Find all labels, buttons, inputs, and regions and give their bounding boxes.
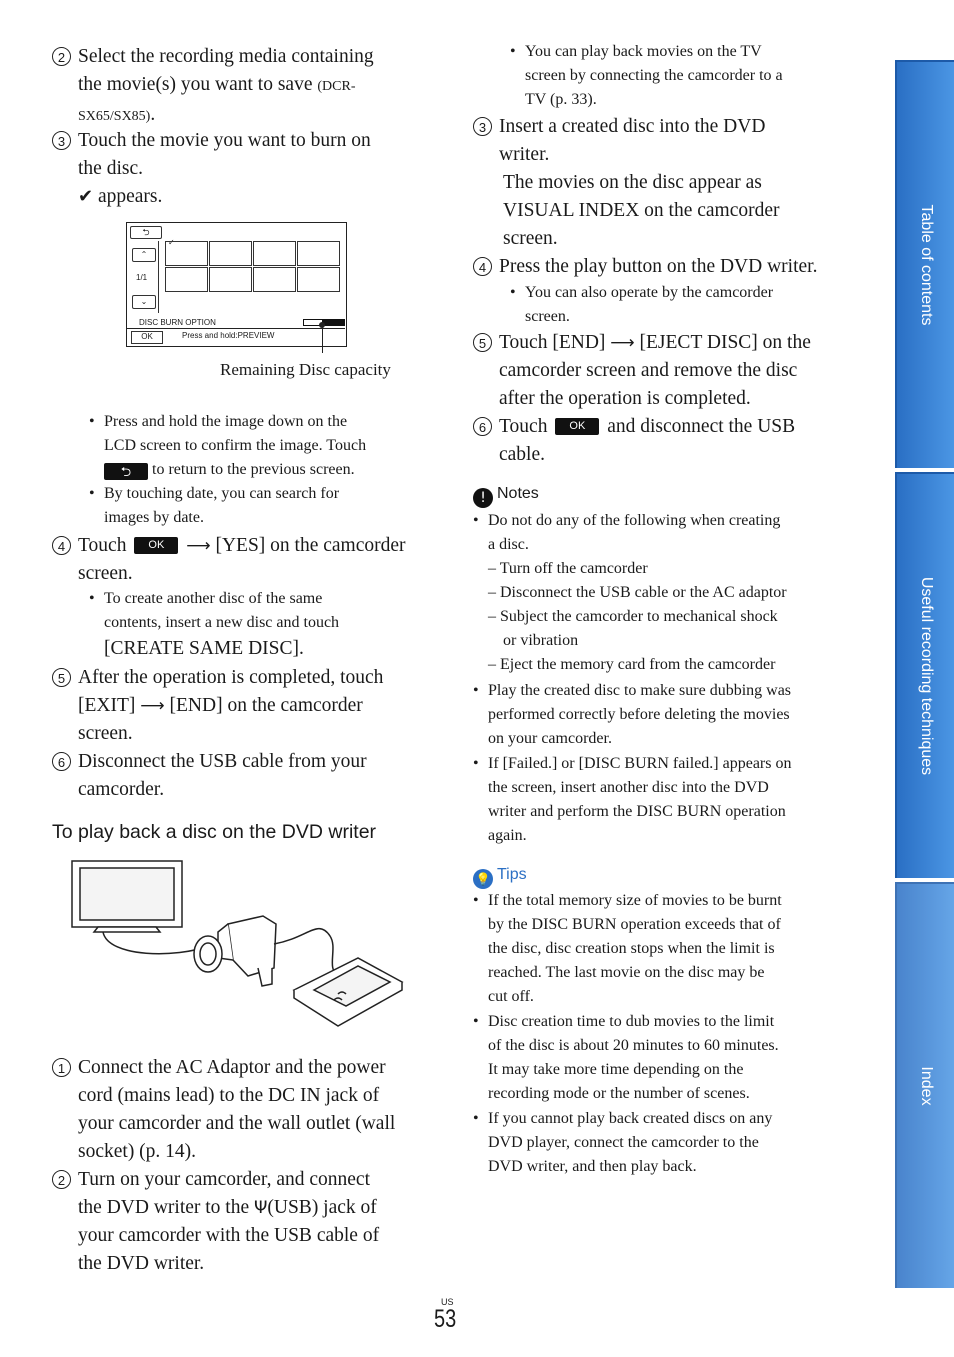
thumbnail[interactable] [253, 267, 296, 292]
step-number: 5 [473, 333, 492, 352]
tip-creation-time: • Disc creation time to dub movies to the limit of the disc is about 20 minutes to 60 minutes. It may take more time depending on the recording mode or the number of scenes. [488, 1010, 848, 1106]
thumbnail-grid [165, 241, 341, 291]
back-arrow-icon: ⮌ [142, 228, 150, 238]
step-number: 1 [52, 1058, 71, 1077]
text-line: Turn on your camcorder, and connect [78, 1169, 370, 1190]
tip-cannot-play: • If you cannot play back created discs on any DVD player, connect the camcorder to the DVD writer, and then play back. [488, 1107, 848, 1179]
back-button[interactable] [130, 226, 162, 239]
checkmark-icon: ✔ [78, 186, 94, 207]
arrow-right-icon: ⟶ [610, 333, 635, 353]
text-line: Touch OK ⟶ [YES] on the camcorder [78, 535, 406, 556]
step-4-touch-ok [57, 532, 438, 588]
tab-table-of-contents[interactable] [895, 60, 954, 468]
text-line: cable. [499, 444, 546, 465]
note-dash-4: – Eject the memory card from the camcorder [488, 656, 776, 673]
tips-header: 💡 Tips [473, 866, 527, 889]
step-5-exit-end [57, 664, 438, 748]
step-6-disconnect-usb [57, 748, 438, 804]
text-line: After the operation is completed, touch [78, 667, 384, 688]
tab-useful-recording-techniques[interactable] [895, 472, 954, 878]
tab-index[interactable] [895, 882, 954, 1288]
tab-label: Index [917, 1066, 935, 1106]
diagram-caption: Remaining Disc capacity [220, 360, 391, 379]
text-line: writer. [499, 144, 550, 165]
note-play-created: • Play the created disc to make sure dubbing was performed correctly before deleting the movies on your camcorder. [488, 679, 848, 751]
text-line: the DVD writer. [78, 1253, 205, 1274]
thumbnail[interactable] [297, 241, 340, 266]
text-line: Select the recording media containing [78, 46, 374, 67]
scroll-up-button[interactable] [132, 248, 156, 262]
usb-icon: Ψ [254, 1198, 268, 1218]
text-line: Touch [END] ⟶ [EJECT DISC] on the [499, 332, 811, 353]
text-line: the movie(s) you want to save (DCR- [78, 74, 356, 95]
text-line: Insert a created disc into the DVD [499, 116, 766, 137]
text-line: the DVD writer to the Ψ(USB) jack of [78, 1197, 377, 1218]
thumbnail[interactable] [165, 267, 208, 292]
av-cable [103, 932, 208, 954]
step-number: 3 [473, 117, 492, 136]
panel-label: DISC BURN OPTION [139, 318, 216, 327]
play-step-6-disconnect [478, 413, 859, 469]
text-line: Disconnect the USB cable from your [78, 751, 367, 772]
text-line: your camcorder and the wall outlet (wall [78, 1113, 396, 1134]
step-number: 5 [52, 668, 71, 687]
text-line: socket) (p. 14). [78, 1141, 197, 1162]
callout-line [322, 325, 323, 353]
thumbnail[interactable] [209, 267, 252, 292]
step-number: 2 [52, 47, 71, 66]
text-line: the disc. [78, 158, 143, 179]
tv-icon [72, 861, 182, 932]
bullet-search-date: • By touching date, you can search for images by date. [104, 482, 434, 530]
play-step-1-connect-ac [57, 1054, 438, 1166]
note-do-not: • Do not do any of the following when creating a disc. [488, 509, 838, 557]
text-line: screen. [78, 723, 133, 744]
step-number: 2 [52, 1170, 71, 1189]
bottom-bar [127, 328, 345, 329]
text-line: Touch OK and disconnect the USB [499, 416, 796, 437]
play-step-2-connect-usb [57, 1166, 438, 1278]
text-line: after the operation is completed. [499, 388, 751, 409]
step-number: 3 [52, 131, 71, 150]
arrow-right-icon: ⟶ [140, 696, 165, 716]
camcorder-icon [194, 916, 276, 986]
page-number: 53 [434, 1305, 457, 1333]
scroll-down-button[interactable] [132, 295, 156, 309]
text-line: screen. [78, 563, 133, 584]
text-line: [EXIT] ⟶ [END] on the camcorder [78, 695, 363, 716]
callout-dot [319, 322, 325, 328]
text-line: screen. [503, 228, 558, 249]
capacity-bar [323, 319, 345, 326]
text-line: ✔ appears. [78, 186, 163, 207]
text-line: Connect the AC Adaptor and the power [78, 1057, 386, 1078]
step-number: 6 [473, 417, 492, 436]
tip-memory-size: • If the total memory size of movies to be burnt by the DISC BURN operation exceeds that of the disc, disc creation stops when the limit is reached. The last movie on the disc may be cut off. [488, 889, 848, 1009]
thumbnail[interactable] [165, 241, 208, 266]
step-number: 6 [52, 752, 71, 771]
note-failed: • If [Failed.] or [DISC BURN failed.] appears on the screen, insert another disc into the DVD writer and perform the DISC BURN operation again. [488, 752, 848, 848]
text-line: camcorder. [78, 779, 165, 800]
dvd-writer-icon [294, 958, 402, 1026]
preview-hint: Press and hold:PREVIEW [182, 331, 275, 340]
step-2-select-media [57, 43, 438, 131]
note-dash-1: – Turn off the camcorder [488, 560, 648, 577]
bullet-operate-camcorder: • You can also operate by the camcorder screen. [525, 281, 845, 329]
play-step-3-insert-disc [478, 113, 859, 253]
ok-icon: OK [134, 537, 178, 554]
page-indicator: 1/1 [136, 273, 148, 282]
ok-icon: OK [555, 418, 599, 435]
thumbnail[interactable] [253, 241, 296, 266]
text-line: SX65/SX85). [78, 104, 156, 125]
back-button-icon: ⮌ [104, 463, 148, 480]
section-heading: To play back a disc on the DVD writer [52, 821, 377, 843]
bullet-create-same: • To create another disc of the same contents, insert a new disc and touch [CREATE SAME DISC]. [104, 587, 434, 663]
play-step-4-press-play [478, 253, 859, 281]
tab-label: Table of contents [917, 204, 935, 326]
thumbnail[interactable] [297, 267, 340, 292]
chevron-up-icon: ⌃ [140, 250, 148, 259]
region-code: US [441, 1297, 454, 1307]
bullet-press-hold: • Press and hold the image down on the LCD screen to confirm the image. Touch ⮌ to return to the previous screen. [104, 410, 434, 482]
text-line: your camcorder with the USB cable of [78, 1225, 380, 1246]
step-number: 4 [52, 536, 71, 555]
lightbulb-icon: 💡 [473, 869, 493, 889]
step-number: 4 [473, 257, 492, 276]
bullet-tv-playback: • You can play back movies on the TV screen by connecting the camcorder to a TV (p. 33). [525, 40, 855, 112]
scroll-track [158, 241, 159, 313]
text-line: Press the play button on the DVD writer. [499, 256, 818, 277]
caution-icon: ! [473, 488, 493, 508]
usb-cable [274, 929, 338, 976]
lcd-screen-diagram [126, 222, 347, 347]
thumbnail[interactable] [209, 241, 252, 266]
note-dash-3: – Subject the camcorder to mechanical shock or vibration [488, 608, 778, 649]
ok-button[interactable]: OK [131, 331, 163, 344]
text-line: cord (mains lead) to the DC IN jack of [78, 1085, 380, 1106]
note-dash-2: – Disconnect the USB cable or the AC adaptor [488, 584, 787, 601]
text-line: camcorder screen and remove the disc [499, 360, 798, 381]
notes-header: ! Notes [473, 485, 539, 508]
connection-illustration [68, 858, 408, 1038]
text-line: Touch the movie you want to burn on [78, 130, 371, 151]
arrow-right-icon: ⟶ [186, 536, 211, 556]
chevron-down-icon: ⌄ [140, 297, 148, 306]
step-3-touch-movie [57, 127, 438, 211]
tab-label: Useful recording techniques [917, 576, 935, 776]
play-step-5-eject [478, 329, 859, 413]
check-mark-small-icon: ✓ [168, 238, 175, 247]
text-line: The movies on the disc appear as [503, 172, 762, 193]
text-line: VISUAL INDEX on the camcorder [503, 200, 780, 221]
